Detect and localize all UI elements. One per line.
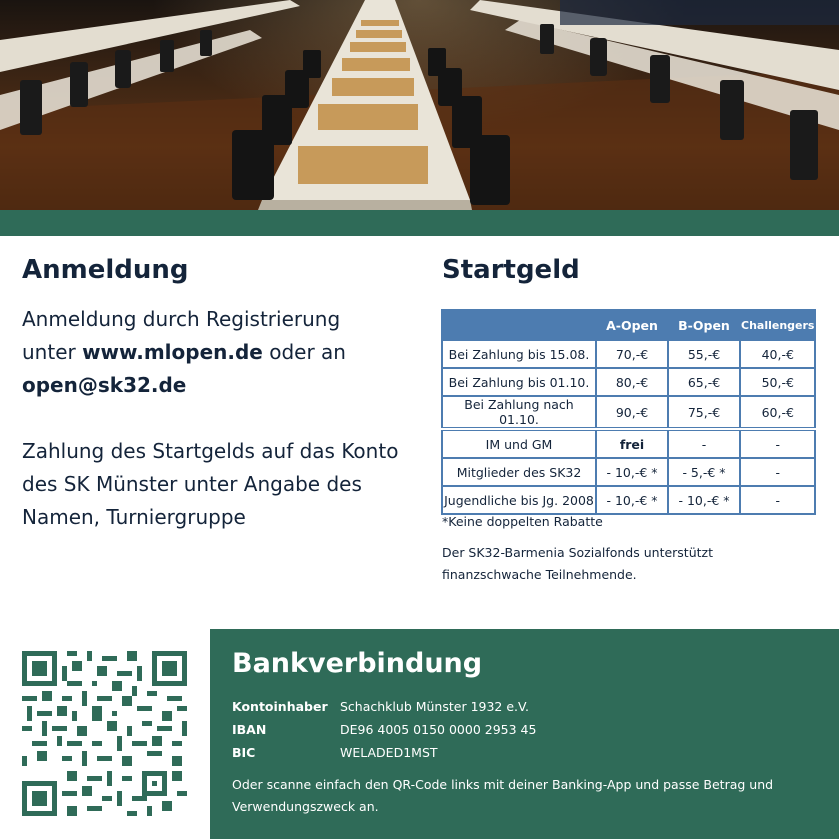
holder-label: Kontoinhaber	[232, 699, 328, 714]
header-b-open: B-Open	[668, 310, 740, 340]
anmeldung-line-3	[22, 369, 417, 402]
row-label: Mitglieder des SK32	[442, 458, 596, 486]
fee-cell: -	[740, 429, 815, 458]
fee-cell: 65,-€	[668, 368, 740, 396]
table-row	[442, 396, 815, 429]
table-row	[442, 429, 815, 458]
header-empty	[442, 310, 596, 340]
qr-scan-note: Oder scanne einfach den QR-Code links mit deiner Banking-App und passe Betrag und Verwendungszweck an.	[232, 777, 774, 814]
discount-footnote: *Keine doppelten Rabatte	[442, 514, 603, 529]
header-a-open: A-Open	[596, 310, 668, 340]
row-label: Jugendliche bis Jg. 2008	[442, 486, 596, 514]
row-label: Bei Zahlung nach 01.10.	[442, 396, 596, 429]
bic-value: WELADED1MST	[340, 745, 438, 760]
table-row	[442, 340, 815, 368]
fee-cell: 70,-€	[596, 340, 668, 368]
anmeldung-heading: Anmeldung	[22, 255, 189, 285]
row-label: IM und GM	[442, 429, 596, 458]
header-band	[0, 210, 839, 236]
bank-details-panel	[210, 629, 839, 839]
fee-cell: 40,-€	[740, 340, 815, 368]
tournament-hall-photo	[0, 0, 839, 210]
holder-value: Schachklub Münster 1932 e.V.	[340, 699, 529, 714]
table-header-row	[442, 310, 815, 340]
iban-label: IBAN	[232, 722, 267, 737]
fee-cell: -	[740, 458, 815, 486]
email-link[interactable]: open@sk32.de	[22, 373, 187, 397]
bic-label: BIC	[232, 745, 256, 760]
account-holder-row	[232, 699, 529, 714]
anmeldung-line-1: Anmeldung durch Registrierung	[22, 307, 341, 331]
payment-line-1: Zahlung des Startgelds auf das Konto	[22, 439, 399, 463]
row-label: Bei Zahlung bis 15.08.	[442, 340, 596, 368]
fee-cell: 60,-€	[740, 396, 815, 429]
social-fund-note: Der SK32-Barmenia Sozialfonds unterstützt finanzschwache Teilnehmende.	[442, 545, 713, 582]
anmeldung-text	[22, 303, 417, 534]
chess-hall-illustration	[0, 0, 839, 210]
iban-value: DE96 4005 0150 0000 2953 45	[340, 722, 537, 737]
fee-cell: - 10,-€ *	[596, 486, 668, 514]
line-2-prefix: unter	[22, 340, 83, 364]
startgeld-heading: Startgeld	[442, 255, 580, 285]
fee-cell: 50,-€	[740, 368, 815, 396]
fee-cell: - 5,-€ *	[668, 458, 740, 486]
table-row	[442, 486, 815, 514]
fee-cell: -	[668, 429, 740, 458]
table-row	[442, 368, 815, 396]
row-label: Bei Zahlung bis 01.10.	[442, 368, 596, 396]
bank-heading: Bankverbindung	[232, 648, 483, 679]
qr-code-icon[interactable]	[22, 651, 187, 816]
iban-row	[232, 722, 536, 737]
fee-cell: 55,-€	[668, 340, 740, 368]
anmeldung-line-2	[22, 336, 417, 369]
payment-line-3: Namen, Turniergruppe	[22, 505, 246, 529]
fee-cell: -	[740, 486, 815, 514]
fee-cell: 75,-€	[668, 396, 740, 429]
fees-table	[441, 309, 816, 515]
fee-cell: 80,-€	[596, 368, 668, 396]
payment-line-2: des SK Münster unter Angabe des	[22, 472, 362, 496]
header-challengers: Challengers	[740, 310, 815, 340]
fee-cell: - 10,-€ *	[596, 458, 668, 486]
fee-cell: - 10,-€ *	[668, 486, 740, 514]
registration-link[interactable]: www.mlopen.de	[82, 340, 263, 364]
table-row	[442, 458, 815, 486]
fee-cell: frei	[596, 429, 668, 458]
line-2-suffix: oder an	[262, 340, 346, 364]
bic-row	[232, 745, 438, 760]
fee-cell: 90,-€	[596, 396, 668, 429]
